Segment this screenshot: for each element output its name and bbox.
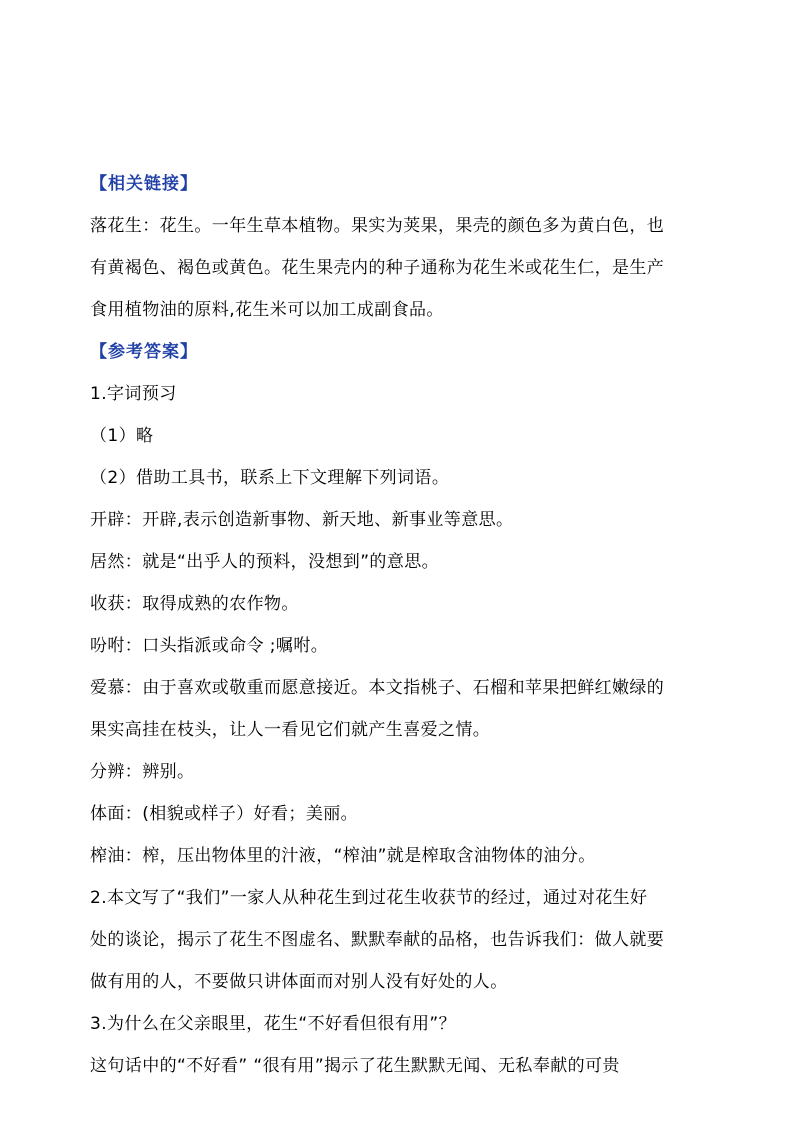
answer-line-7: 吩咐：口头指派或命令 ;嘱咐。 [90, 636, 329, 656]
answer-line-6: 收获：取得成熟的农作物。 [90, 594, 299, 614]
reference-answer-heading: 【参考答案】 [90, 342, 198, 362]
answer-line-12: 榨油：榨，压出物体里的汁液，“榨油”就是榨取含油物体的油分。 [90, 846, 596, 866]
answer-line-3: （2）借助工具书，联系上下文理解下列词语。 [90, 468, 450, 488]
answer-line-5: 居然：就是“出乎人的预料，没想到”的意思。 [90, 552, 440, 572]
answer-line-16: 3.为什么在父亲眼里，花生“不好看但很有用”？ [90, 1014, 457, 1034]
answer-line-14: 处的谈论，揭示了花生不图虚名、默默奉献的品格，也告诉我们：做人就要 [90, 930, 665, 950]
answer-line-10: 分辨：辨别。 [90, 762, 195, 782]
answer-line-13: 2.本文写了“我们”一家人从种花生到过花生收获节的经过，通过对花生好 [90, 888, 648, 908]
answer-line-1: 1.字词预习 [90, 384, 177, 404]
document-page [90, 163, 710, 1087]
answer-line-11: 体面：(相貌或样子）好看；美丽。 [90, 804, 359, 824]
answer-line-9: 果实高挂在枝头，让人一看见它们就产生喜爱之情。 [90, 720, 491, 740]
answer-line-17: 这句话中的“不好看” “很有用”揭示了花生默默无闻、无私奉献的可贵 [90, 1056, 620, 1076]
answer-line-4: 开辟：开辟,表示创造新事物、新天地、新事业等意思。 [90, 510, 514, 530]
related-line-2: 有黄褐色、褐色或黄色。花生果壳内的种子通称为花生米或花生仁，是生产 [90, 258, 665, 278]
answer-line-8: 爱慕：由于喜欢或敬重而愿意接近。本文指桃子、石榴和苹果把鲜红嫩绿的 [90, 678, 665, 698]
related-line-1: 落花生：花生。一年生草本植物。果实为荚果，果壳的颜色多为黄白色，也 [90, 216, 665, 236]
related-line-3: 食用植物油的原料,花生米可以加工成副食品。 [90, 300, 444, 320]
related-links-heading: 【相关链接】 [90, 174, 198, 194]
answer-line-2: （1）略 [90, 426, 154, 446]
answer-line-15: 做有用的人，不要做只讲体面而对别人没有好处的人。 [90, 972, 508, 992]
